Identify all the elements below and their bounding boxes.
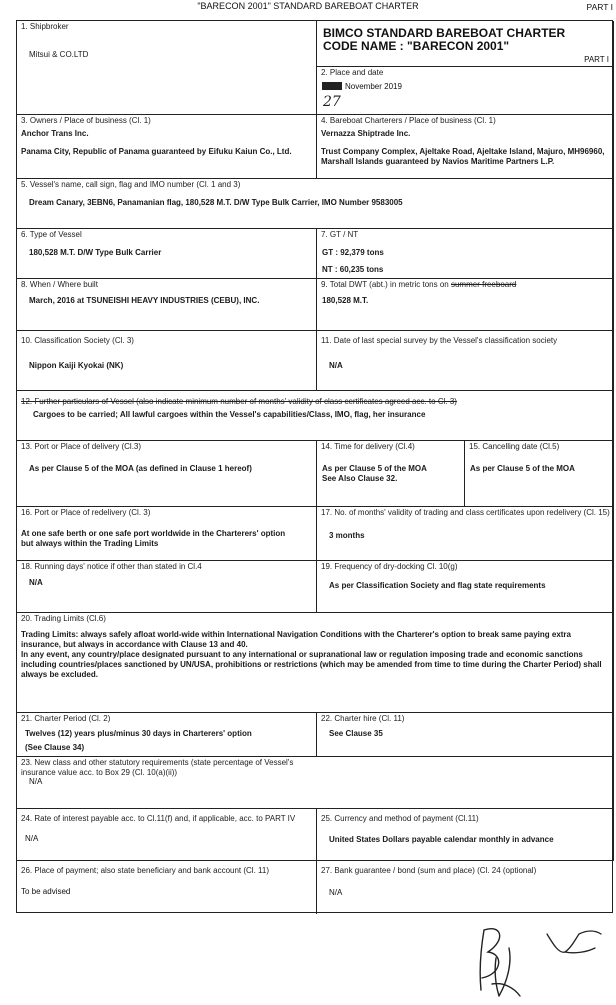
box-22-charter-hire xyxy=(317,713,614,757)
signature-mark-2 xyxy=(545,926,605,960)
built-value: March, 2016 at TSUNEISHI HEAVY INDUSTRIES (CEBU), INC. xyxy=(29,296,260,305)
months-validity-value: 3 months xyxy=(329,531,365,540)
special-survey-value: N/A xyxy=(329,361,343,370)
vessel-type-value: 180,528 M.T. D/W Type Bulk Carrier xyxy=(29,248,162,257)
charter-period-line2: (See Clause 34) xyxy=(25,743,85,752)
form-title-part: PART I xyxy=(584,55,609,64)
box-25-label: 25. Currency and method of payment (Cl.11) xyxy=(321,814,479,823)
box-14-delivery-time xyxy=(317,441,465,507)
box-8-label: 8. When / Where built xyxy=(21,280,98,289)
box-27-bank-guarantee xyxy=(317,861,614,914)
currency-value: United States Dollars payable calendar monthly in advance xyxy=(329,835,554,844)
handwritten-day: 27 xyxy=(323,94,341,110)
owners-address: Panama City, Republic of Panama guaranteed by Eifuku Kaiun Co., Ltd. xyxy=(21,147,292,156)
owners-name: Anchor Trans Inc. xyxy=(21,129,89,138)
dry-docking-value: As per Classification Society and flag state requirements xyxy=(329,581,546,590)
net-tonnage: NT : 60,235 tons xyxy=(322,265,384,274)
box-24-interest-rate xyxy=(17,809,317,861)
box-26-place-of-payment xyxy=(17,861,317,914)
box-19-label: 19. Frequency of dry-docking Cl. 10(g) xyxy=(321,562,458,571)
box-12-further-particulars xyxy=(17,391,614,441)
box-17-label: 17. No. of months' validity of trading and class certificates upon redelivery (Cl. 15) xyxy=(321,508,610,517)
redacted-mark xyxy=(322,82,342,90)
box-19-dry-docking xyxy=(317,561,614,613)
box-1-shipbroker xyxy=(17,21,317,115)
redelivery-port-value: At one safe berth or one safe port worldwide in the Charterers' option but always within the Trading Limits xyxy=(21,529,286,548)
form-title-line2: CODE NAME : "BARECON 2001" xyxy=(323,39,510,53)
box-13-label: 13. Port or Place of delivery (Cl.3) xyxy=(21,442,142,451)
date-value: November 2019 xyxy=(345,82,402,91)
box-25-currency xyxy=(317,809,614,861)
box-5-vessel-name xyxy=(17,179,614,229)
box-9-label-text: 9. Total DWT (abt.) in metric tons on xyxy=(321,280,449,289)
box-7-gt-nt xyxy=(317,229,614,279)
box-9-label xyxy=(317,279,613,290)
date-line xyxy=(322,82,402,91)
box-11-special-survey xyxy=(317,331,614,391)
charterers-name: Vernazza Shiptrade Inc. xyxy=(321,129,411,138)
box-6-label: 6. Type of Vessel xyxy=(21,230,82,239)
interest-rate-value: N/A xyxy=(25,834,39,843)
document-part-label: PART I xyxy=(586,2,613,12)
trading-limits-para2: In any event, any country/place designated pursuant to any international or supranational law or regulation imposing trade and economic sanctions including countries/places sanctioned by UN/USA, prohibitions or restrictions (which may be amended from time to time during the Charter Period) shall always be excluded. xyxy=(21,650,602,679)
box-23-label: 23. New class and other statutory requirements (state percentage of Vessel's insurance value acc. to Box 29 (Cl. 10(a)(ii)) xyxy=(21,758,294,777)
charterers-address: Trust Company Complex, Ajeltake Road, Ajeltake Island, Majuro, MH96960, Marshall Islands guaranteed by Navios Maritime Partners L.P. xyxy=(321,147,605,166)
gross-tonnage: GT : 92,379 tons xyxy=(322,248,384,257)
box-1-label: 1. Shipbroker xyxy=(21,22,69,31)
box-2-place-date xyxy=(317,67,614,115)
box-24-label: 24. Rate of interest payable acc. to Cl.11(f) and, if applicable, acc. to PART IV xyxy=(21,814,296,823)
document-header-title: "BARECON 2001" STANDARD BAREBOAT CHARTER xyxy=(197,1,419,11)
charter-hire-value: See Clause 35 xyxy=(329,729,383,738)
shipbroker-value: Mitsui & CO.LTD xyxy=(29,50,89,59)
form-title-box xyxy=(317,21,614,67)
box-15-cancelling-date xyxy=(465,441,614,507)
box-3-label: 3. Owners / Place of business (Cl. 1) xyxy=(21,116,151,125)
vessel-name-value: Dream Canary, 3EBN6, Panamanian flag, 180,528 M.T. D/W Type Bulk Carrier, IMO Number 9583005 xyxy=(29,198,403,207)
box-15-label: 15. Cancelling date (Cl.5) xyxy=(469,442,560,451)
charter-form xyxy=(16,20,613,913)
box-7-label: 7. GT / NT xyxy=(321,230,359,239)
box-18-running-days xyxy=(17,561,317,613)
place-of-payment-value: To be advised xyxy=(21,887,71,896)
box-14-label: 14. Time for delivery (Cl.4) xyxy=(321,442,415,451)
dwt-value: 180,528 M.T. xyxy=(322,296,369,305)
delivery-port-value: As per Clause 5 of the MOA (as defined in Clause 1 hereof) xyxy=(29,464,252,473)
delivery-time-line1: As per Clause 5 of the MOA xyxy=(322,464,427,473)
class-society-value: Nippon Kaiji Kyokai (NK) xyxy=(29,361,124,370)
box-11-label: 11. Date of last special survey by the Vessel's classification society xyxy=(321,336,558,345)
box-12-label: 12. Further particulars of Vessel (also indicate minimum number of months' validity of class certificates agreed acc. to Cl. 3) xyxy=(21,397,457,406)
box-4-label: 4. Bareboat Charterers / Place of business (Cl. 1) xyxy=(321,116,496,125)
box-20-label: 20. Trading Limits (Cl.6) xyxy=(21,614,106,623)
charter-period-line1: Twelves (12) years plus/minus 30 days in Charterers' option xyxy=(25,729,252,738)
box-10-label: 10. Classification Society (Cl. 3) xyxy=(21,336,134,345)
box-9-struck-text: summer freeboard xyxy=(450,280,517,289)
box-20-trading-limits xyxy=(17,613,614,713)
trading-limits-para1: Trading Limits: always safely afloat world-wide within International Navigation Conditions with the Charterer's option to break same paying extra insurance, but always in accordance with Clause 13 and 40. xyxy=(21,630,571,649)
form-title-line1: BIMCO STANDARD BAREBOAT CHARTER xyxy=(323,26,566,40)
box-2-label: 2. Place and date xyxy=(321,68,384,77)
box-16-label: 16. Port or Place of redelivery (Cl. 3) xyxy=(21,508,151,517)
bank-guarantee-value: N/A xyxy=(329,888,343,897)
box-3-owners xyxy=(17,115,317,179)
box-27-label: 27. Bank guarantee / bond (sum and place) (Cl. 24 (optional) xyxy=(321,866,537,875)
box-22-label: 22. Charter hire (Cl. 11) xyxy=(321,714,405,723)
box-21-charter-period xyxy=(17,713,317,757)
box-17-months-validity xyxy=(317,507,614,561)
box-21-label: 21. Charter Period (Cl. 2) xyxy=(21,714,111,723)
box-16-redelivery-port xyxy=(17,507,317,561)
box-9-dwt xyxy=(317,279,614,331)
box-4-charterers xyxy=(317,115,614,179)
running-days-value: N/A xyxy=(29,578,43,587)
box-23-class-requirements xyxy=(17,757,614,809)
signature-mark-1 xyxy=(468,918,528,1000)
box-6-vessel-type xyxy=(17,229,317,279)
further-particulars-value: Cargoes to be carried; All lawful cargoes within the Vessel's capabilities/Class, IMO, flag, her insurance xyxy=(33,410,426,419)
box-10-class-society xyxy=(17,331,317,391)
box-18-label: 18. Running days' notice if other than stated in Cl.4 xyxy=(21,562,202,571)
cancelling-date-value: As per Clause 5 of the MOA xyxy=(470,464,575,473)
box-26-label: 26. Place of payment; also state beneficiary and bank account (Cl. 11) xyxy=(21,866,269,875)
box-8-built xyxy=(17,279,317,331)
box-13-delivery-port xyxy=(17,441,317,507)
box-5-label: 5. Vessel's name, call sign, flag and IMO number (Cl. 1 and 3) xyxy=(21,180,241,189)
delivery-time-line2: See Also Clause 32. xyxy=(322,474,398,483)
class-requirements-value: N/A xyxy=(29,777,43,786)
